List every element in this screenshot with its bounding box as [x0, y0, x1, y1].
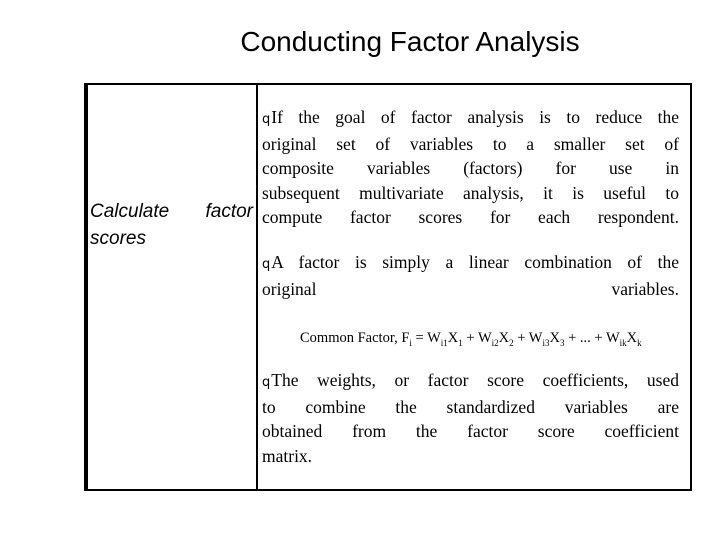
paragraph-line: to combine the standardized variables are — [262, 397, 679, 418]
paragraph-line: qThe weights, or factor score coefficients, used — [262, 370, 679, 390]
factor-formula: Common Factor, $F_i = W_{i1}X_1 + W_{i2}X_2 + W_{i3}X_3$ + ... + $W_{ik}X_k$ — [300, 330, 642, 348]
row-label-word-scores: scores — [90, 228, 146, 249]
paragraph-goal — [262, 105, 679, 229]
paragraph-line: qIf the goal of factor analysis is to reduce the — [262, 107, 679, 127]
bullet-icon: q — [262, 112, 271, 127]
paragraph-line: original variables. — [262, 279, 679, 300]
paragraph-line: original set of variables to a smaller set of — [262, 134, 679, 155]
paragraph-line: compute factor scores for each respondent. — [262, 206, 679, 227]
paragraph-line: matrix. — [262, 445, 313, 466]
paragraph-line: subsequent multivariate analysis, it is useful to — [262, 182, 679, 203]
bullet-icon: q — [262, 257, 271, 272]
row-label-word-factor: factor — [205, 201, 253, 222]
slide-title: Conducting Factor Analysis — [240, 26, 580, 57]
bullet-icon: q — [262, 375, 271, 390]
row-label-word-calculate: Calculate — [90, 201, 170, 222]
row-label — [90, 198, 260, 252]
row-label-line1 — [90, 198, 253, 225]
paragraph-linear-combination — [262, 250, 679, 301]
paragraph-line: obtained from the factor score coefficient — [262, 421, 679, 442]
paragraph-line: qA factor is simply a linear combination of the — [262, 252, 679, 272]
paragraph-weights — [262, 368, 679, 468]
paragraph-line: composite variables (factors) for use in — [262, 158, 679, 179]
column-divider — [256, 83, 258, 489]
